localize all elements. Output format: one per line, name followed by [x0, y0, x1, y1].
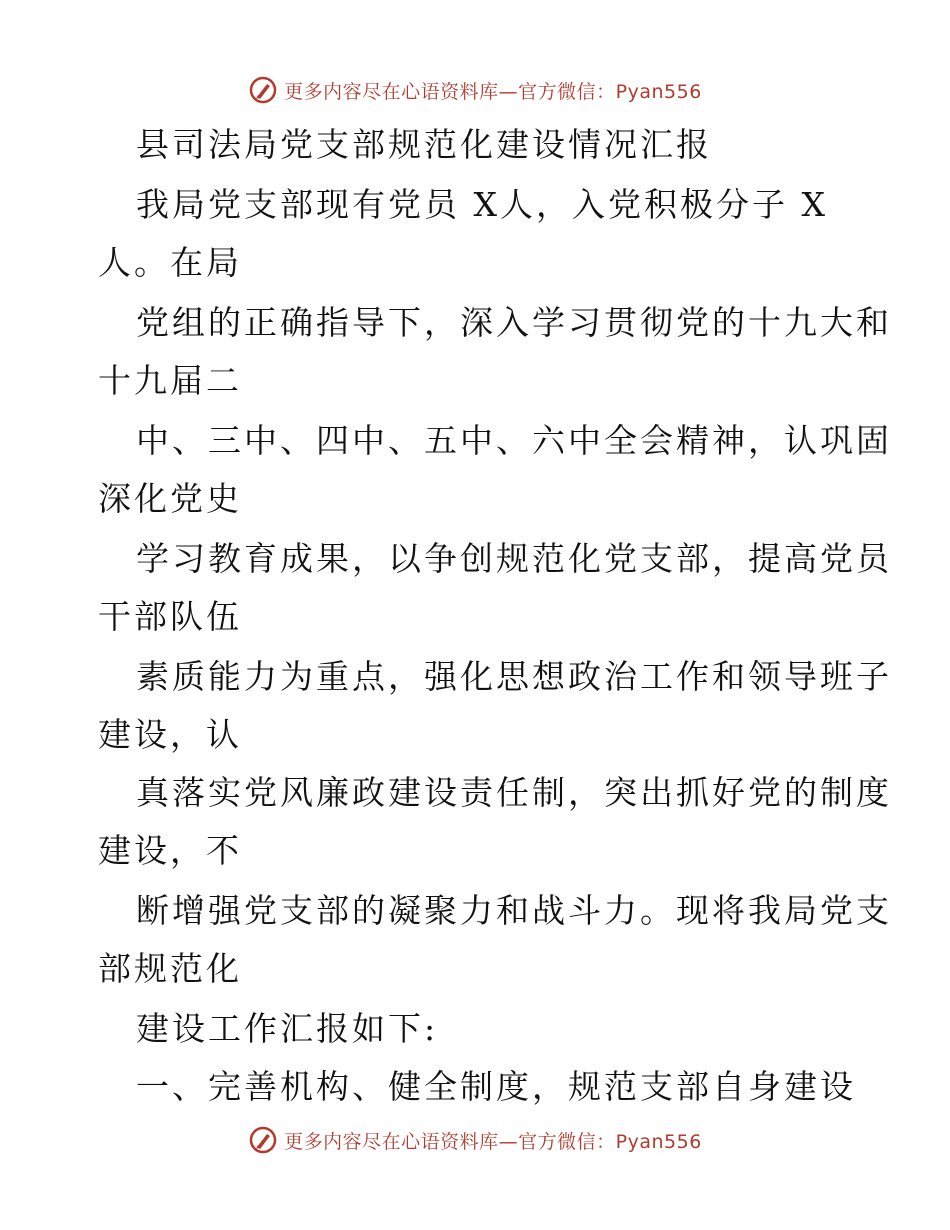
- paragraph-line: 中、三中、四中、五中、六中全会精神，认巩固: [136, 421, 892, 460]
- paragraph-line: 断增强党支部的凝聚力和战斗力。现将我局党支: [136, 891, 892, 930]
- paragraph-line: 真落实党风廉政建设责任制，突出抓好党的制度: [136, 773, 892, 812]
- section-heading: 一、完善机构、健全制度，规范支部自身建设: [136, 1067, 856, 1106]
- header-watermark-text: 更多内容尽在心语资料库—官方微信：Pyan556: [284, 80, 702, 103]
- paragraph-line: 学习教育成果，以争创规范化党支部，提高党员: [136, 539, 892, 578]
- footer-watermark-text: 更多内容尽在心语资料库—官方微信：Pyan556: [284, 1130, 702, 1153]
- footer-watermark: [0, 1122, 950, 1158]
- paragraph-line: 党组的正确指导下，深入学习贯彻党的十九大和: [136, 303, 892, 342]
- paragraph-line: 人。在局: [98, 243, 242, 282]
- paragraph-line: 建设，认: [98, 715, 242, 754]
- paragraph-line: 素质能力为重点，强化思想政治工作和领导班子: [136, 657, 892, 696]
- paragraph-line: 部规范化: [98, 949, 242, 988]
- paragraph-line: 十九届二: [98, 361, 242, 400]
- paragraph-line: 干部队伍: [98, 597, 242, 636]
- document-title: 县司法局党支部规范化建设情况汇报: [136, 125, 712, 164]
- header-watermark: [0, 72, 950, 108]
- pen-logo-icon: [248, 75, 278, 105]
- paragraph-line: 深化党史: [98, 479, 242, 518]
- paragraph-line: 建设工作汇报如下:: [136, 1009, 439, 1048]
- paragraph-line: 建设，不: [98, 831, 242, 870]
- pen-logo-icon: [248, 1125, 278, 1155]
- paragraph-line: 我局党支部现有党员 X人，入党积极分子 X: [136, 185, 828, 224]
